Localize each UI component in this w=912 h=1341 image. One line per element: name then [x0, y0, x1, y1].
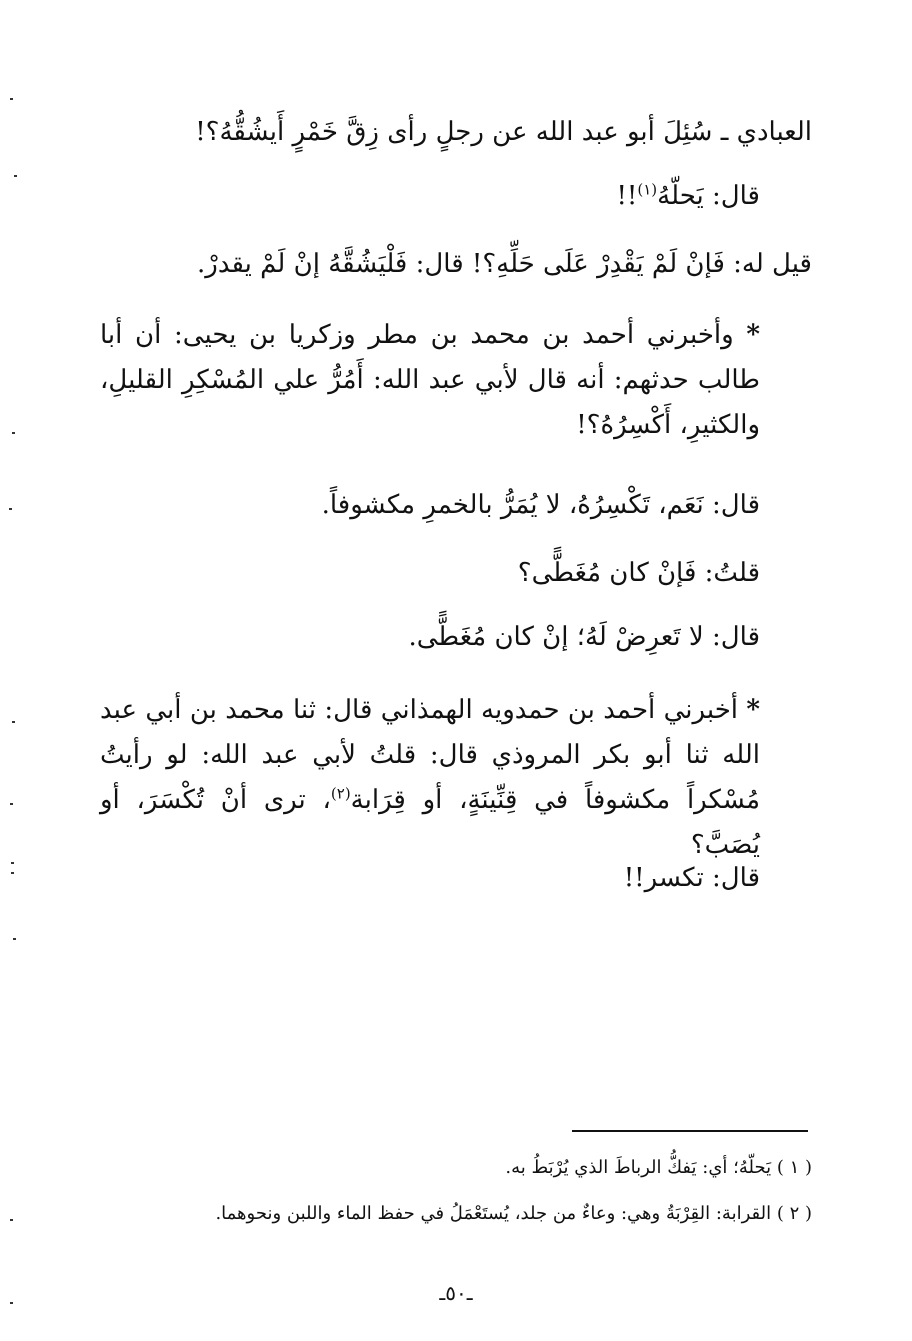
line-3-text: قيل له: فَإنْ لَمْ يَقْدِرْ عَلَى حَلِّهِ؟! قال: فَلْيَشُقَّهُ إنْ لَمْ يقدرْ. — [197, 249, 812, 279]
line-4-text: قال: نَعَم، تَكْسِرُهُ، لا يُمَرُّ بالخمرِ مكشوفاً. — [321, 490, 760, 520]
scan-speck — [9, 508, 12, 510]
scan-speck — [10, 1302, 13, 1304]
text-line-3 — [100, 244, 812, 284]
text-line-2 — [100, 176, 812, 216]
footnote-2-text: ( ٢ ) القرابة: القِرْبَةُ وهي: وعاءٌ من جلد، يُستَعْمَلُ في حفظ الماء واللبن ونحوهما. — [215, 1203, 812, 1224]
scan-speck — [11, 862, 14, 864]
line-6-text: قال: لا تَعرِضْ لَهُ؛ إنْ كان مُغَطًّى. — [408, 622, 760, 652]
page-number: ـ٥٠ـ — [439, 1281, 473, 1305]
scan-speck — [11, 872, 14, 874]
line-5-text: قلتُ: فَإنْ كان مُغَطًّى؟ — [517, 558, 760, 588]
paragraph-marker-star: * — [746, 320, 761, 350]
scan-speck — [10, 1219, 13, 1221]
scan-speck — [14, 175, 17, 177]
scan-speck — [10, 98, 13, 100]
footnote-1 — [100, 1154, 812, 1182]
text-line-5 — [100, 553, 812, 593]
line-7-text: قال: تكسر!! — [623, 863, 760, 893]
footnote-ref-2[interactable]: (٢) — [330, 784, 351, 803]
line-1-text: العبادي ـ سُئِلَ أبو عبد الله عن رجلٍ رأى زِقَّ خَمْرٍ أَيشُقُّهُ؟! — [195, 117, 812, 147]
paragraph-1-text: وأخبرني أحمد بن محمد بن مطر وزكريا بن يحيى: أن أبا طالب حدثهم: أنه قال لأبي عبد الله: أَمُرُّ علي المُسْكِرِ القليلِ، والكثيرِ، أَكْسِرُهُ؟! — [100, 320, 760, 440]
text-line-4 — [100, 485, 812, 525]
paragraph-marker-star: * — [746, 695, 761, 725]
line-2-end: !! — [616, 181, 638, 211]
scan-speck — [10, 803, 13, 805]
scan-speck — [13, 938, 16, 940]
text-line-1 — [100, 112, 812, 152]
footnote-1-text: ( ١ ) يَحلّهُ؛ أي: يَفكُّ الرباطَ الذي يُرْبَطُ به. — [505, 1157, 812, 1178]
footnote-divider — [572, 1130, 808, 1132]
scan-speck — [12, 721, 15, 723]
text-line-6 — [100, 617, 812, 657]
paragraph-2-text: أخبرني أحمد بن حمدويه الهمذاني قال: ثنا محمد بن أبي عبد الله ثنا أبو بكر المروذي قال: قلتُ لأبي عبد الله: لو رأيتُ مُسْكراً مكشوفاً في قِنِّينَةٍ، أو قِرَابة — [100, 695, 760, 815]
footnote-2 — [100, 1200, 812, 1228]
paragraph-2-text-end: ، ترى أنْ تُكْسَرَ، أو يُصَبَّ؟ — [100, 785, 760, 860]
line-2-text: قال: يَحلّهُ — [657, 181, 760, 211]
footnote-ref-1[interactable]: (١) — [637, 180, 658, 199]
paragraph-2 — [100, 688, 812, 868]
scan-speck — [12, 432, 15, 434]
text-line-7 — [100, 858, 812, 898]
paragraph-1 — [100, 313, 812, 448]
